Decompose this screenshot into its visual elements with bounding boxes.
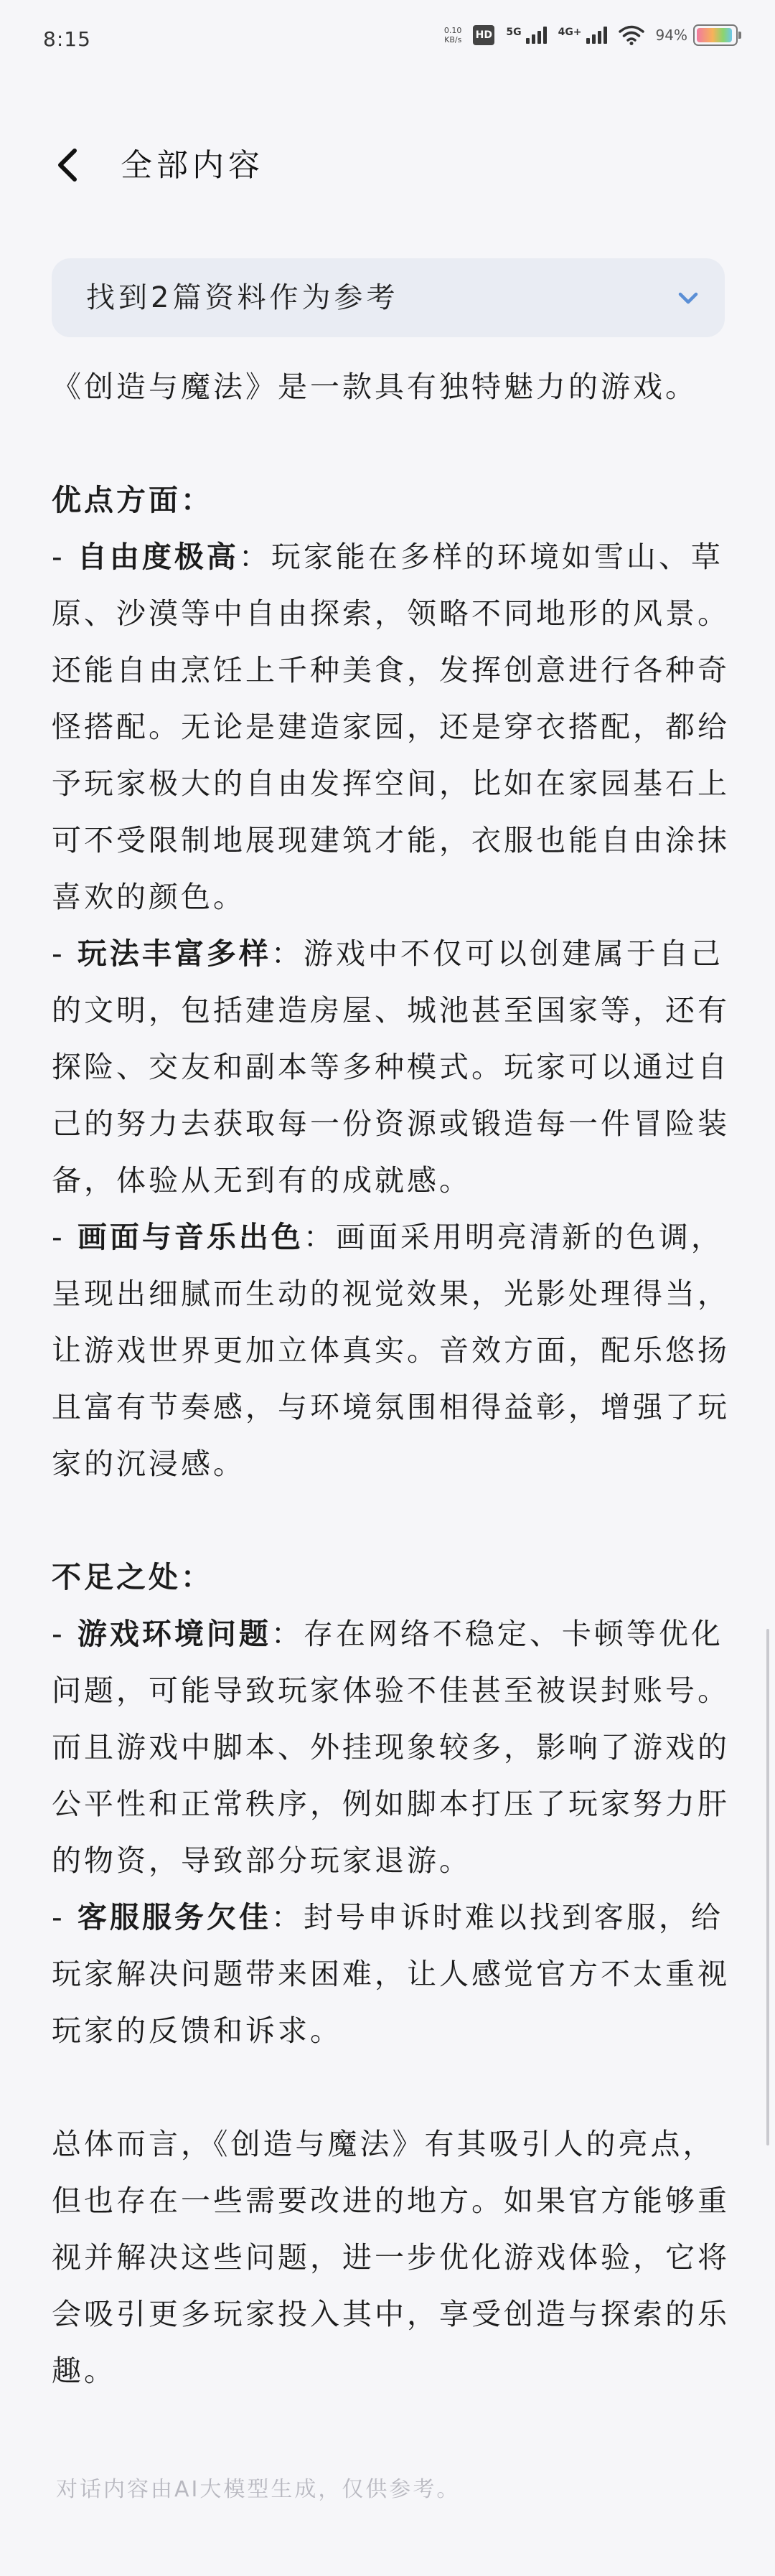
list-item: - 画面与音乐出色：画面采用明亮清新的色调，呈现出细腻而生动的视觉效果，光影处理得当，让游戏世界更加立体真实。音效方面，配乐悠扬且富有节奏感，与环境氛围相得益彰，增强了玩家的沉浸感。 bbox=[52, 1220, 730, 1481]
battery-level bbox=[697, 28, 732, 42]
signal-bars-icon bbox=[526, 27, 547, 44]
wifi-icon bbox=[619, 25, 644, 45]
battery bbox=[656, 24, 738, 46]
cons-heading: 不足之处： bbox=[52, 1560, 213, 1594]
item-term: 游戏环境问题 bbox=[77, 1617, 271, 1651]
list-item: - 游戏环境问题：存在网络不稳定、卡顿等优化问题，可能导致玩家体验不佳甚至被误封账号。而且游戏中脚本、外挂现象较多，影响了游戏的公平性和正常秩序，例如脚本打压了玩家努力肝的物资，导致部分玩家退游。 bbox=[52, 1617, 730, 1878]
signal-5g-label: 5G bbox=[506, 27, 522, 38]
item-term: 自由度极高 bbox=[77, 540, 239, 574]
network-speed bbox=[444, 26, 462, 44]
hd-icon: HD bbox=[473, 25, 494, 45]
signal-4g bbox=[558, 27, 607, 44]
item-term: 画面与音乐出色 bbox=[77, 1220, 304, 1254]
signal-5g bbox=[506, 27, 546, 44]
chevron-down-icon bbox=[673, 283, 703, 313]
page-title: 全部内容 bbox=[121, 147, 264, 184]
battery-percent: 94% bbox=[655, 27, 687, 44]
signal-bars-icon bbox=[586, 27, 607, 44]
scrollbar[interactable] bbox=[766, 1629, 769, 2145]
item-term: 客服服务欠佳 bbox=[77, 1900, 271, 1935]
network-speed-unit: KB/s bbox=[444, 35, 462, 44]
list-item: - 玩法丰富多样：游戏中不仅可以创建属于自己的文明，包括建造房屋、城池甚至国家等，还有探险、交友和副本等多种模式。玩家可以通过自己的努力去获取每一份资源或锻造每一件冒险装备，体验从无到有的成就感。 bbox=[52, 936, 730, 1198]
reference-expander[interactable] bbox=[52, 258, 725, 337]
conclusion-paragraph: 总体而言，《创造与魔法》有其吸引人的亮点，但也存在一些需要改进的地方。如果官方能够重视并解决这些问题，进一步优化游戏体验，它将会吸引更多玩家投入其中，享受创造与探索的乐趣。 bbox=[52, 2127, 730, 2388]
back-arrow-icon[interactable] bbox=[50, 145, 90, 185]
item-body: ：封号申诉时难以找到客服，给玩家解决问题带来困难，让人感觉官方不太重视玩家的反馈和诉求。 bbox=[52, 1900, 730, 2048]
battery-icon bbox=[693, 24, 738, 46]
status-time: 8:15 bbox=[43, 27, 91, 51]
list-item: - 自由度极高：玩家能在多样的环境如雪山、草原、沙漠等中自由探索，领略不同地形的风景。还能自由烹饪上千种美食，发挥创意进行各种奇怪搭配。无论是建造家园，还是穿衣搭配，都给予玩家极大的自由发挥空间，比如在家园基石上可不受限制地展现建筑才能，衣服也能自由涂抹喜欢的颜色。 bbox=[52, 540, 730, 914]
item-body: ：游戏中不仅可以创建属于自己的文明，包括建造房屋、城池甚至国家等，还有探险、交友和副本等多种模式。玩家可以通过自己的努力去获取每一份资源或锻造每一件冒险装备，体验从无到有的成就感。 bbox=[52, 936, 730, 1198]
network-speed-value: 0.10 bbox=[443, 26, 462, 35]
item-body: ：存在网络不稳定、卡顿等优化问题，可能导致玩家体验不佳甚至被误封账号。而且游戏中脚本、外挂现象较多，影响了游戏的公平性和正常秩序，例如脚本打压了玩家努力肝的物资，导致部分玩家退游。 bbox=[52, 1617, 730, 1878]
status-icons bbox=[444, 24, 738, 46]
ai-disclaimer: 对话内容由AI大模型生成，仅供参考。 bbox=[56, 2477, 461, 2502]
reference-label: 找到2篇资料作为参考 bbox=[86, 281, 399, 314]
intro-paragraph: 《创造与魔法》是一款具有独特魅力的游戏。 bbox=[52, 370, 698, 404]
signal-4g-label: 4G+ bbox=[558, 27, 582, 38]
header bbox=[0, 129, 775, 201]
answer-content bbox=[52, 359, 730, 2399]
item-body: ：玩家能在多样的环境如雪山、草原、沙漠等中自由探索，领略不同地形的风景。还能自由烹饪上千种美食，发挥创意进行各种奇怪搭配。无论是建造家园，还是穿衣搭配，都给予玩家极大的自由发挥空间，比如在家园基石上可不受限制地展现建筑才能，衣服也能自由涂抹喜欢的颜色。 bbox=[52, 540, 730, 914]
list-item: - 客服服务欠佳：封号申诉时难以找到客服，给玩家解决问题带来困难，让人感觉官方不太重视玩家的反馈和诉求。 bbox=[52, 1900, 730, 2048]
item-term: 玩法丰富多样 bbox=[77, 936, 271, 971]
item-body: ：画面采用明亮清新的色调，呈现出细腻而生动的视觉效果，光影处理得当，让游戏世界更加立体真实。音效方面，配乐悠扬且富有节奏感，与环境氛围相得益彰，增强了玩家的沉浸感。 bbox=[52, 1220, 730, 1481]
status-bar bbox=[0, 0, 775, 79]
pros-heading: 优点方面： bbox=[52, 483, 213, 517]
